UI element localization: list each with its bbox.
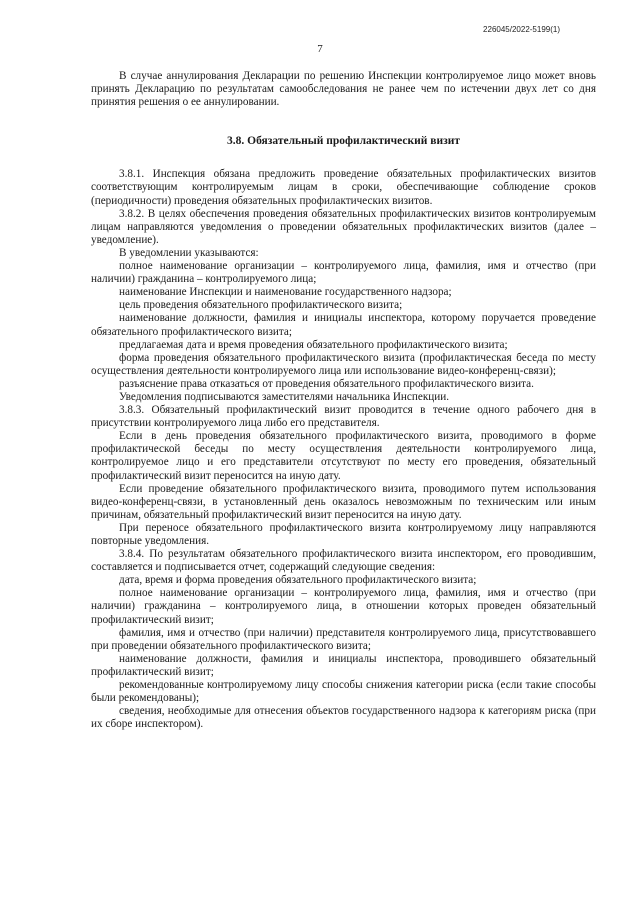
- paragraph-3-8-3: 3.8.3. Обязательный профилактический визит проводится в течение одного рабочего дня в присутствии контролируемого лица либо его представителя.: [91, 404, 596, 430]
- notice-signature-rule: Уведомления подписываются заместителями начальника Инспекции.: [119, 390, 450, 403]
- notice-item: наименование Инспекции и наименование государственного надзора;: [119, 286, 452, 299]
- notice-item: предлагаемая дата и время проведения обязательного профилактического визита;: [119, 338, 508, 351]
- intro-paragraph: В случае аннулирования Декларации по решению Инспекции контролируемое лицо может вновь принять Декларацию по результатам самообследования не ранее чем по истечении двух лет со дня принятия решения о ее аннулировании.: [91, 70, 596, 109]
- notice-item: наименование должности, фамилия и инициалы инспектора, которому поручается проведение обязательного профилактического визита;: [91, 312, 596, 338]
- notice-item: цель проведения обязательного профилактического визита;: [119, 299, 403, 312]
- page-number: 7: [317, 43, 323, 55]
- reschedule-absence: Если в день проведения обязательного профилактического визита, проводимого в форме профилактической беседы по месту осуществления деятельности контролируемого лица, контролируемое лицо и его представители отсутствуют по месту его проведения, обязательный профилактический визит переносится на иную дату.: [91, 430, 596, 482]
- section-title: 3.8. Обязательный профилактический визит: [227, 135, 460, 148]
- report-item: сведения, необходимые для отнесения объектов государственного надзора к категориям риска (при их сборе инспектором).: [91, 705, 596, 731]
- repeat-notice: При переносе обязательного профилактического визита контролируемому лицу направляются повторные уведомления.: [91, 521, 596, 547]
- notice-item: форма проведения обязательного профилактического визита (профилактическая беседа по месту осуществления деятельности контролируемого лица или использование видео-конференц-связи);: [91, 351, 596, 377]
- report-item: дата, время и форма проведения обязательного профилактического визита;: [119, 574, 477, 587]
- reschedule-technical: Если проведение обязательного профилактического визита, проводимого путем использования видео-конференц-связи, в установленный день оказалось невозможным по техническим или иным причинам, обязательный профилактический визит переносится на иную дату.: [91, 482, 596, 521]
- report-item: наименование должности, фамилия и инициалы инспектора, проводившего обязательный профилактический визит;: [91, 652, 596, 678]
- notice-item: полное наименование организации – контролируемого лица, фамилия, имя и отчество (при наличии) гражданина – контролируемого лица;: [91, 260, 596, 286]
- paragraph-3-8-2: 3.8.2. В целях обеспечения проведения обязательных профилактических визитов контролируемым лицам направляются уведомления о проведении обязательных профилактических визитов (далее – уведомление).: [91, 207, 596, 246]
- paragraph-3-8-1: 3.8.1. Инспекция обязана предложить проведение обязательных профилактических визитов соответствующим контролируемым лицам в сроки, обеспечивающие соблюдение сроков (периодичности) проведения обязательных профилактических визитов.: [91, 168, 596, 207]
- report-item: полное наименование организации – контролируемого лица, фамилия, имя и отчество (при наличии) гражданина – контролируемого лица, в отношении которых проведен обязательный профилактический визит;: [91, 587, 596, 626]
- document-id: 226045/2022-5199(1): [483, 25, 560, 34]
- report-item: фамилия, имя и отчество (при наличии) представителя контролируемого лица, присутствовавшего при проведении обязательного профилактического визита;: [91, 626, 596, 652]
- notice-item: разъяснение права отказаться от проведения обязательного профилактического визита.: [119, 377, 534, 390]
- notice-contents-intro: В уведомлении указываются:: [119, 246, 259, 259]
- report-item: рекомендованные контролируемому лицу способы снижения категории риска (если такие способы были рекомендованы);: [91, 679, 596, 705]
- document-body: [91, 70, 596, 731]
- paragraph-3-8-4: 3.8.4. По результатам обязательного профилактического визита инспектором, его проводившим, составляется и подписывается отчет, содержащий следующие сведения:: [91, 548, 596, 574]
